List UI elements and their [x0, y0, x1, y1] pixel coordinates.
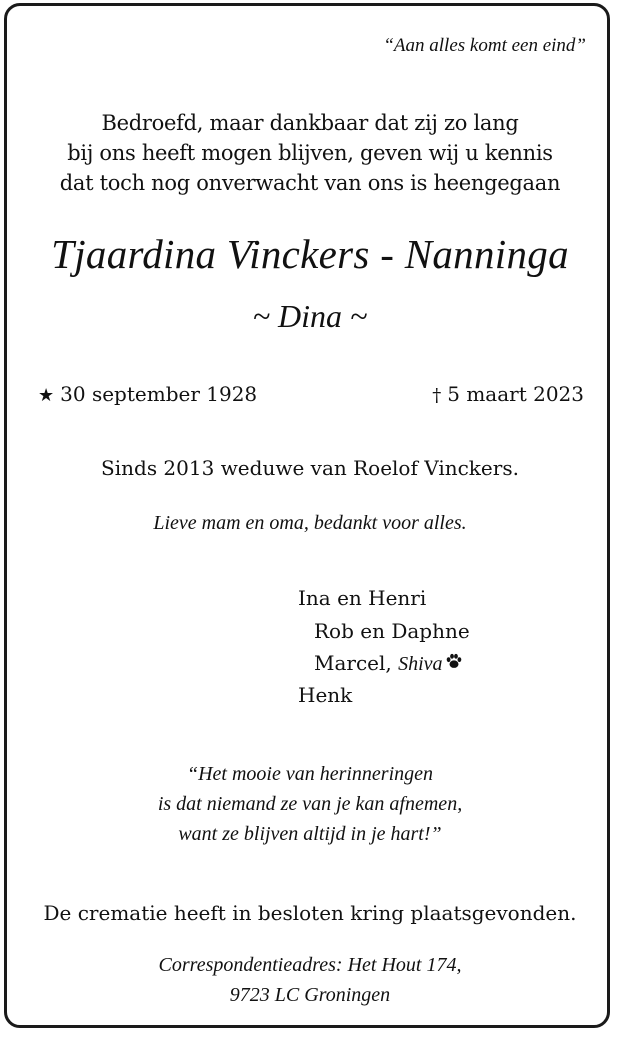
cross-icon: † — [432, 385, 442, 406]
thanks-text: Lieve mam en oma, bedankt voor alles. — [153, 512, 467, 534]
intro-line: Bedroefd, maar dankbaar dat zij zo lang — [101, 111, 519, 135]
intro-line: bij ons heeft mogen blijven, geven wij u kennis — [67, 141, 553, 165]
deceased-nickname: ~ Dina ~ — [252, 298, 368, 334]
paw-icon — [445, 651, 463, 675]
death-date: 5 maart 2023 — [447, 382, 584, 406]
quote-line: is dat niemand ze van je kan afnemen, — [157, 793, 463, 815]
family-member-name: Marcel, — [314, 651, 392, 675]
birth-date-row — [38, 382, 257, 406]
address-line: Correspondentieadres: Het Hout 174, — [158, 954, 462, 976]
star-icon: ★ — [38, 385, 55, 406]
death-date-row — [432, 382, 584, 406]
family-member — [314, 651, 463, 676]
quote-line: want ze blijven altijd in je hart!” — [178, 823, 442, 845]
deceased-name: Tjaardina Vinckers - Nanninga — [51, 231, 569, 277]
correspondence-address — [0, 950, 620, 1010]
intro-text — [0, 108, 620, 198]
motto: “Aan alles komt een eind” — [383, 35, 586, 56]
birth-date: 30 september 1928 — [60, 382, 258, 406]
cremation-text: De crematie heeft in besloten kring plaatsgevonden. — [43, 901, 577, 925]
family-member: Ina en Henri — [298, 586, 427, 610]
quote-line: “Het mooie van herinneringen — [186, 763, 434, 785]
pet-name: Shiva — [398, 653, 443, 675]
family-member: Rob en Daphne — [314, 619, 470, 643]
intro-line: dat toch nog onverwacht van ons is heengegaan — [59, 171, 561, 195]
widow-text: Sinds 2013 weduwe van Roelof Vinckers. — [101, 456, 519, 480]
quote — [0, 759, 620, 849]
family-member: Henk — [298, 683, 353, 707]
address-line: 9723 LC Groningen — [229, 984, 391, 1006]
